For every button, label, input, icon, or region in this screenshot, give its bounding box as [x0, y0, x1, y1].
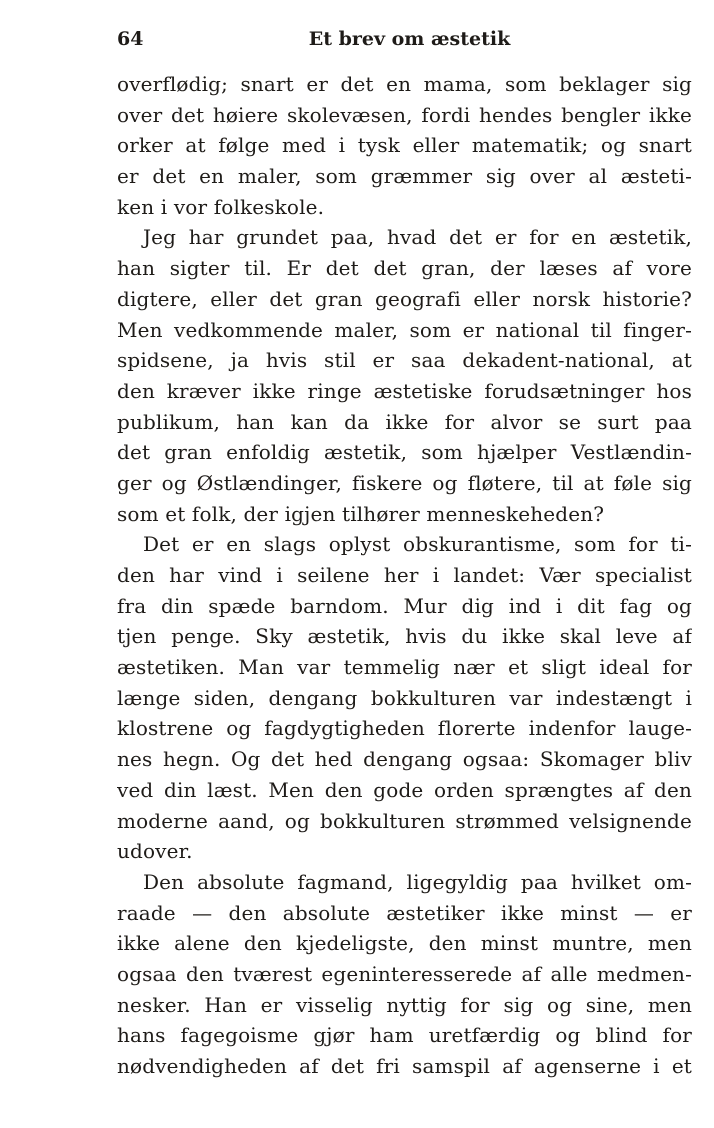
text-line: orker at følge med i tysk eller matematik; og snart	[117, 133, 692, 158]
text-line: spidsene, ja hvis stil er saa dekadent-national, at	[117, 348, 692, 373]
text-line: publikum, han kan da ikke for alvor se surt paa	[117, 409, 692, 434]
text-line: er det en maler, som græmmer sig over al æsteti-	[117, 164, 692, 189]
text-line: Men vedkommende maler, som er national til finger-	[117, 317, 692, 342]
text-line: tjen penge. Sky æstetik, hvis du ikke skal leve af	[117, 624, 692, 649]
text-line: ken i vor folkeskole.	[117, 194, 325, 219]
body-text	[117, 69, 692, 1082]
text-line: udover.	[117, 839, 193, 864]
text-line: raade — den absolute æstetiker ikke minst — er	[117, 900, 692, 925]
text-line: den har vind i seilene her i landet: Vær specialist	[117, 563, 692, 587]
text-line: ikke alene den kjedeligste, den minst muntre, men	[117, 931, 692, 956]
text-line: længe siden, dengang bokkulturen var indestængt i	[117, 685, 692, 710]
text-line: ogsaa den tværest egeninteresserede af alle medmen-	[117, 961, 692, 986]
text-line: det gran enfoldig æstetik, som hjælper Vestlændin-	[117, 440, 692, 465]
running-title: Et brev om æstetik	[308, 28, 511, 50]
text-line: nødvendigheden af det fri samspil af agenserne i et	[117, 1054, 692, 1078]
text-line: nesker. Han er visselig nyttig for sig og sine, men	[117, 992, 692, 1017]
text-line: ger og Østlændinger, fiskere og fløtere, til at føle sig	[117, 470, 692, 495]
text-line: overflødig; snart er det en mama, som beklager sig	[117, 72, 692, 96]
text-line: klostrene og fagdygtigheden florerte indenfor lauge-	[117, 716, 692, 741]
text-line: æstetiken. Man var temmelig nær et sligt ideal for	[117, 655, 692, 680]
text-line: Den absolute fagmand, ligegyldig paa hvilket om-	[143, 869, 692, 894]
text-line: den kræver ikke ringe æstetiske forudsætninger hos	[117, 378, 692, 403]
text-line: som et folk, der igjen tilhører menneskeheden?	[117, 501, 605, 526]
page-number: 64	[117, 28, 144, 50]
text-line: han sigter til. Er det det gran, der læses af vore	[117, 256, 692, 281]
text-line: Det er en slags oplyst obskurantisme, som for ti-	[143, 532, 692, 557]
page-header	[117, 26, 692, 52]
text-line: nes hegn. Og det hed dengang ogsaa: Skomager bliv	[117, 747, 692, 772]
text-line: hans fagegoisme gjør ham uretfærdig og blind for	[117, 1023, 692, 1048]
text-line: over det høiere skolevæsen, fordi hendes bengler ikke	[117, 102, 692, 127]
text-line: fra din spæde barndom. Mur dig ind i dit fag og	[117, 593, 692, 618]
text-line: ved din læst. Men den gode orden sprængtes af den	[117, 777, 692, 802]
text-line: Jeg har grundet paa, hvad det er for en æstetik,	[143, 225, 692, 250]
text-line: digtere, eller det gran geografi eller norsk historie?	[117, 286, 692, 311]
text-line: moderne aand, og bokkulturen strømmed velsignende	[117, 808, 692, 833]
